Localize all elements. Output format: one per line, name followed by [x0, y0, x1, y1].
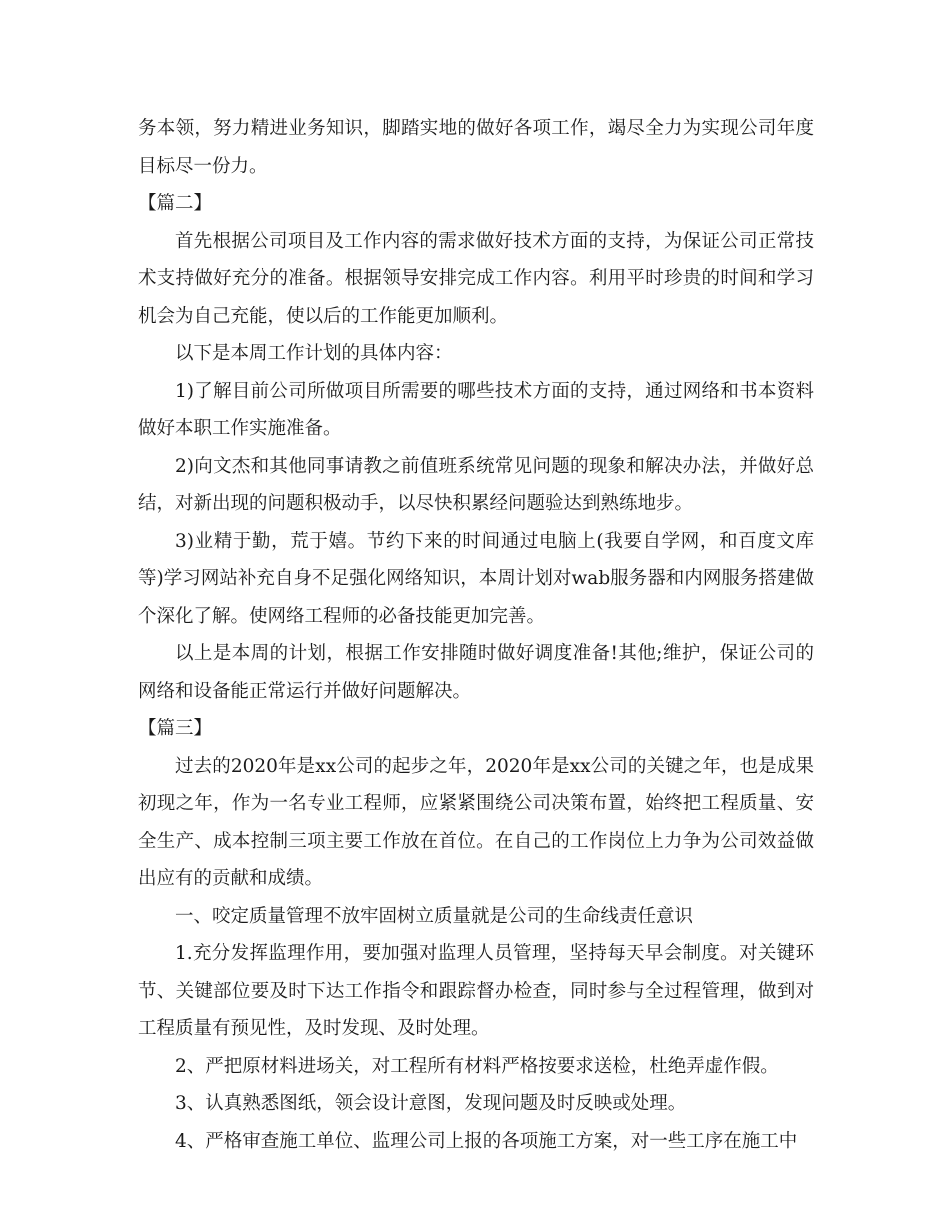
list-item-paragraph: 1)了解目前公司所做项目所需要的哪些技术方面的支持，通过网络和书本资料做好本职工作实施准备。 — [138, 380, 814, 439]
list-item-paragraph: 2)向文杰和其他同事请教之前值班系统常见问题的现象和解决办法，并做好总结，对新出现的问题积极动手，以尽快积累经问题验达到熟练地步。 — [138, 455, 814, 514]
list-item-paragraph: 4、严格审查施工单位、监理公司上报的各项施工方案，对一些工序在施工中 — [175, 1130, 798, 1152]
subsection-heading: 一、咬定质量管理不放牢固树立质量就是公司的生命线责任意识 — [175, 905, 694, 927]
document-page — [138, 110, 814, 1160]
paragraph: 以上是本周的计划，根据工作安排随时做好调度准备!其他;维护，保证公司的网络和设备能正常运行并做好问题解决。 — [138, 643, 814, 702]
section-heading-2: 【篇二】 — [138, 193, 213, 214]
paragraph: 过去的2020年是xx公司的起步之年，2020年是xx公司的关键之年，也是成果初现之年，作为一名专业工程师，应紧紧围绕公司决策布置，始终把工程质量、安全生产、成本控制三项主要工作放在首位。在自己的工作岗位上力争为公司效益做出应有的贡献和成绩。 — [138, 755, 814, 889]
paragraph: 首先根据公司项目及工作内容的需求做好技术方面的支持，为保证公司正常技术支持做好充分的准备。根据领导安排完成工作内容。利用平时珍贵的时间和学习机会为自己充能，使以后的工作能更加顺利。 — [138, 230, 814, 327]
list-item-paragraph: 3、认真熟悉图纸，领会设计意图，发现问题及时反映或处理。 — [175, 1093, 687, 1114]
list-item-paragraph: 1.充分发挥监理作用，要加强对监理人员管理，坚持每天早会制度。对关键环节、关键部位要及时下达工作指令和跟踪督办检查，同时参与全过程管理，做到对工程质量有预见性，及时发现、及时处理。 — [138, 943, 814, 1039]
paragraph-continued: 务本领，努力精进业务知识，脚踏实地的做好各项工作，竭尽全力为实现公司年度目标尽一份力。 — [138, 118, 814, 177]
section-heading-3: 【篇三】 — [138, 718, 213, 739]
list-item-paragraph: 2、严把原材料进场关，对工程所有材料严格按要求送检，杜绝弄虚作假。 — [175, 1055, 779, 1077]
list-item-paragraph: 3)业精于勤，荒于嬉。节约下来的时间通过电脑上(我要自学网，和百度文库等)学习网站补充自身不足强化网络知识，本周计划对wab服务器和内网服务搭建做个深化了解。使网络工程师的必备技能更加完善。 — [138, 530, 814, 627]
paragraph: 以下是本周工作计划的具体内容： — [175, 343, 453, 364]
